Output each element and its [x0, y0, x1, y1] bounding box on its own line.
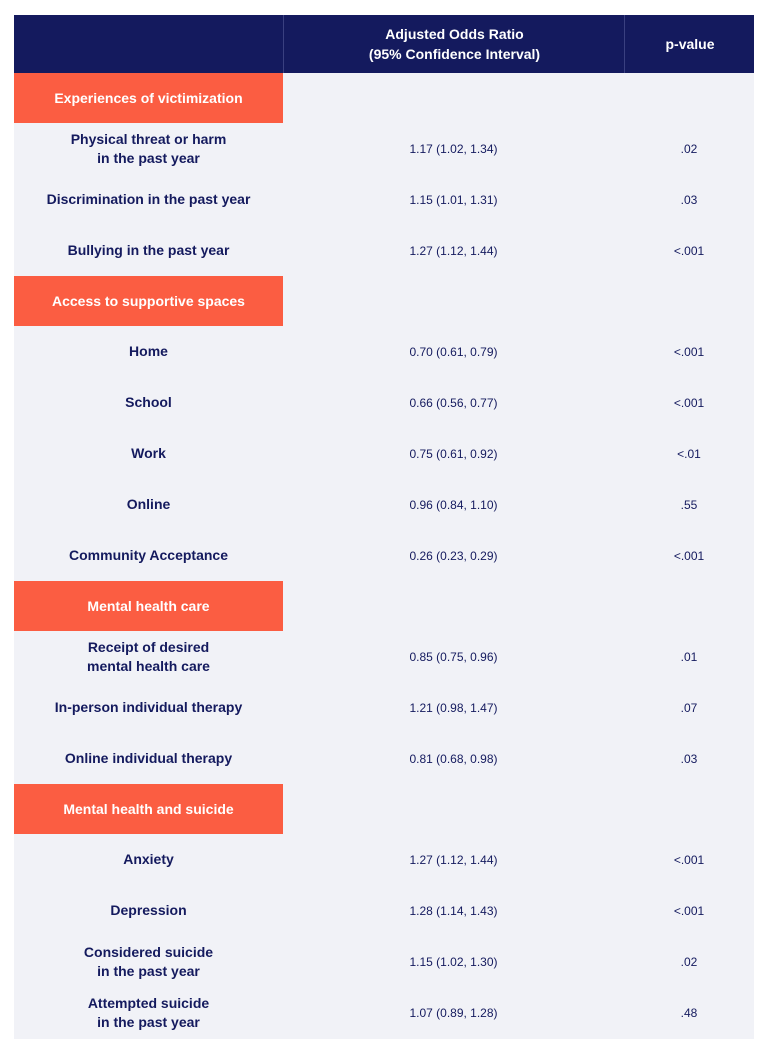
header-p-value-text: p-value — [665, 36, 715, 52]
row-label: In-person individual therapy — [54, 699, 243, 715]
odds-ratio-value: 1.17 (1.02, 1.34) — [409, 141, 498, 156]
odds-ratio-value: 1.28 (1.14, 1.43) — [409, 903, 498, 918]
p-value: <.001 — [673, 903, 705, 918]
table-row — [14, 479, 754, 530]
section-header — [14, 276, 283, 326]
row-label: Work — [131, 445, 166, 461]
p-value: <.001 — [673, 852, 705, 867]
table-row — [14, 326, 754, 377]
table-row — [14, 428, 754, 479]
table-row — [14, 885, 754, 936]
p-value: <.01 — [677, 446, 701, 461]
odds-ratio-value: 1.21 (0.98, 1.47) — [409, 700, 498, 715]
odds-ratio-value: 0.66 (0.56, 0.77) — [409, 395, 498, 410]
p-value: .01 — [680, 649, 698, 664]
row-label: Discrimination in the past year — [46, 191, 251, 207]
row-label: Depression — [110, 902, 187, 918]
section-title: Mental health care — [87, 598, 210, 614]
table-row — [14, 631, 754, 682]
table-row — [14, 682, 754, 733]
header-odds-ratio-text: Adjusted Odds Ratio (95% Confidence Interval) — [368, 26, 541, 62]
section-title: Mental health and suicide — [63, 801, 234, 817]
row-label: Considered suicide in the past year — [83, 943, 214, 979]
odds-ratio-value: 0.26 (0.23, 0.29) — [409, 548, 498, 563]
section-title: Access to supportive spaces — [52, 293, 245, 309]
section-header — [14, 581, 283, 631]
table-row — [14, 834, 754, 885]
odds-ratio-value: 1.07 (0.89, 1.28) — [409, 1005, 498, 1020]
row-label: Bullying in the past year — [67, 242, 230, 258]
p-value: <.001 — [673, 243, 705, 258]
odds-ratio-value: 0.96 (0.84, 1.10) — [409, 497, 498, 512]
table-row — [14, 174, 754, 225]
odds-ratio-value: 1.27 (1.12, 1.44) — [409, 243, 498, 258]
table-row — [14, 530, 754, 581]
row-label: Online — [126, 496, 171, 512]
p-value: .03 — [680, 751, 698, 766]
row-label: Home — [129, 343, 168, 359]
odds-ratio-value: 0.75 (0.61, 0.92) — [409, 446, 498, 461]
p-value: .07 — [680, 700, 698, 715]
odds-ratio-value: 0.70 (0.61, 0.79) — [409, 344, 498, 359]
p-value: .55 — [680, 497, 698, 512]
p-value: .48 — [680, 1005, 698, 1020]
row-label: School — [125, 394, 172, 410]
p-value: .03 — [680, 192, 698, 207]
header-p-value-column — [624, 15, 755, 73]
odds-ratio-value: 1.27 (1.12, 1.44) — [409, 852, 498, 867]
odds-ratio-value: 1.15 (1.01, 1.31) — [409, 192, 498, 207]
row-label: Anxiety — [123, 851, 174, 867]
p-value: <.001 — [673, 344, 705, 359]
section-header — [14, 784, 283, 834]
section-header — [14, 73, 283, 123]
table-row — [14, 733, 754, 784]
p-value: .02 — [680, 954, 698, 969]
row-label: Receipt of desired mental health care — [87, 638, 210, 674]
row-label: Online individual therapy — [64, 750, 233, 766]
table-header — [14, 15, 754, 73]
section-title: Experiences of victimization — [54, 90, 243, 106]
table-row — [14, 987, 754, 1038]
odds-ratio-value: 0.81 (0.68, 0.98) — [409, 751, 498, 766]
row-label: Community Acceptance — [69, 547, 228, 563]
row-label: Attempted suicide in the past year — [87, 994, 210, 1030]
p-value: <.001 — [673, 395, 705, 410]
header-odds-ratio-column — [283, 15, 625, 73]
table-row — [14, 936, 754, 987]
table-row — [14, 377, 754, 428]
odds-ratio-value: 1.15 (1.02, 1.30) — [409, 954, 498, 969]
table-row — [14, 225, 754, 276]
table-row — [14, 123, 754, 174]
odds-ratio-value: 0.85 (0.75, 0.96) — [409, 649, 498, 664]
p-value: <.001 — [673, 548, 705, 563]
odds-ratio-table — [14, 15, 754, 1039]
row-label: Physical threat or harm in the past year — [70, 130, 227, 166]
header-label-column — [14, 15, 283, 73]
p-value: .02 — [680, 141, 698, 156]
